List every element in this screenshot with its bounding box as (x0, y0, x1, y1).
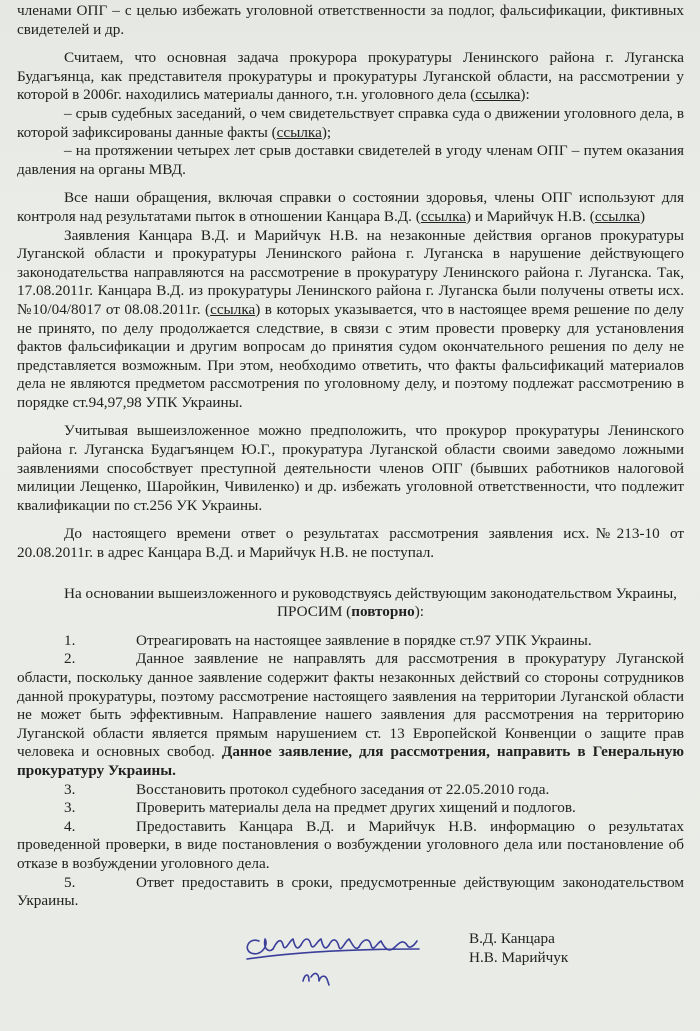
list-item: 3. Проверить материалы дела на предмет других хищений и подлогов. (64, 799, 576, 817)
link-reference[interactable]: ссылка (420, 207, 466, 225)
link-reference[interactable]: ссылка (475, 86, 521, 104)
list-item: 5. Ответ предоставить в сроки, предусмотренные действующим законодательством Украины. (17, 873, 684, 910)
paragraph-appeals: Все наши обращения, включая справки о состоянии здоровья, члены ОПГ используют для контроля над результатами пыток в отношении Канцара В.Д. (ссылка) и Марийчук Н.В. (ссылка) (17, 189, 684, 225)
request-list (17, 632, 684, 911)
request-heading: ПРОСИМ (повторно): (277, 603, 424, 621)
link-reference[interactable]: ссылка (594, 207, 640, 225)
list-item: 3. Восстановить протокол судебного заседания от 22.05.2010 года. (64, 780, 550, 798)
handwritten-signature (239, 919, 439, 999)
paragraph-conclusion: Учитывая вышеизложенное можно предположить, что прокурор прокуратуры Ленинского района г. Луганска Будагъянцем Ю.Г., прокуратура Луганской области своими заведомо ложными заявлениями способствует преступной деятельности членов ОПГ (бывших работников налоговой милиции Лещенко, Шаройкин, Чивиленко) и др. избежать уголовной ответственности, что подлежит квалификации по ст.256 УК Украины. (17, 422, 684, 514)
signatory-name: Н.В. Марийчук (469, 948, 569, 966)
paragraph-witnesses: – на протяжении четырех лет срыв доставки свидетелей в угоду членам ОПГ – путем оказания давления на органы МВД. (17, 142, 684, 178)
list-item: 2. Данное заявление не направлять для рассмотрения в прокуратуру Луганской области, поскольку данное заявление содержит факты незаконных действий со стороны сотрудников данной прокуратуры, поэтому рассмотрение настоящего заявления на территории Луганской области не может быть эффективным. Направление нашего заявления для рассмотрения на территорию Луганской области является прямым нарушением ст. 13 Европейской Конвенции о защите прав человека и основных свобод. Данное заявление, для рассмотрения, направить в Генеральную прокуратуру Украины. (17, 650, 684, 779)
paragraph-basis: На основании вышеизложенного и руководствуясь действующим законодательством Украины, (64, 584, 677, 602)
paragraph-main-task: Считаем, что основная задача прокурора прокуратуры Ленинского района г. Луганска Будагъянца, как представителя прокуратуры и прокуратуры Луганской области, на рассмотрении у которой в 2006г. находились материалы данного, т.н. уголовного дела (ссылка): (17, 49, 684, 104)
signatory-name: В.Д. Канцара (469, 929, 555, 947)
paragraph-continuation: членами ОПГ – с целью избежать уголовной ответственности за подлог, фальсификации, фиктивных свидетелей и др. (17, 2, 684, 38)
signature-block (17, 911, 684, 1031)
paragraph-court-disruption: – срыв судебных заседаний, о чем свидетельствует справка суда о движении уголовного дела, в которой зафиксированы данные факты (ссылка); (17, 104, 684, 141)
signatory-names (469, 929, 568, 967)
link-reference[interactable]: ссылка (276, 123, 322, 141)
link-reference[interactable]: ссылка (210, 300, 256, 318)
list-item: 4. Предоставить Канцара В.Д. и Марийчук Н.В. информацию о результатах проведенной проверки, в виде постановления о возбуждении уголовного дела или постановление об отказе в возбуждении уголовного дела. (17, 817, 684, 872)
paragraph-no-response: До настоящего времени ответ о результатах рассмотрения заявления исх.№213-10 от 20.08.2011г. в адрес Канцара В.Д. и Марийчук Н.В. не поступал. (17, 525, 684, 562)
list-item: 1. Отреагировать на настоящее заявление в порядке ст.97 УПК Украины. (64, 631, 592, 649)
paragraph-statements: Заявления Канцара В.Д. и Марийчук Н.В. на незаконные действия органов прокуратуры Луганской области и прокуратуры Ленинского района г. Луганска в нарушение действующего законодательства направляются на рассмотрение в прокуратуру Ленинского района г. Луганска. Так, 17.08.2011г. Канцара В.Д. из прокуратуры Ленинского района г. Луганска были получены ответы исх.№10/04/8017 от 08.08.2011г. (ссылка) в которых указывается, что в настоящее время решение по делу не принято, по делу продолжается следствие, в связи с этим провести проверку для установления фактов фальсификации и другим вопросам до принятия судом окончательного решения по делу не представляется возможным. При этом, необходимо ответить, что факты фальсификаций материалов дела не являются предметом рассмотрения по уголовному делу, и поэтому подлежат рассмотрению в порядке ст.94,97,98 УПК Украины. (17, 226, 684, 411)
